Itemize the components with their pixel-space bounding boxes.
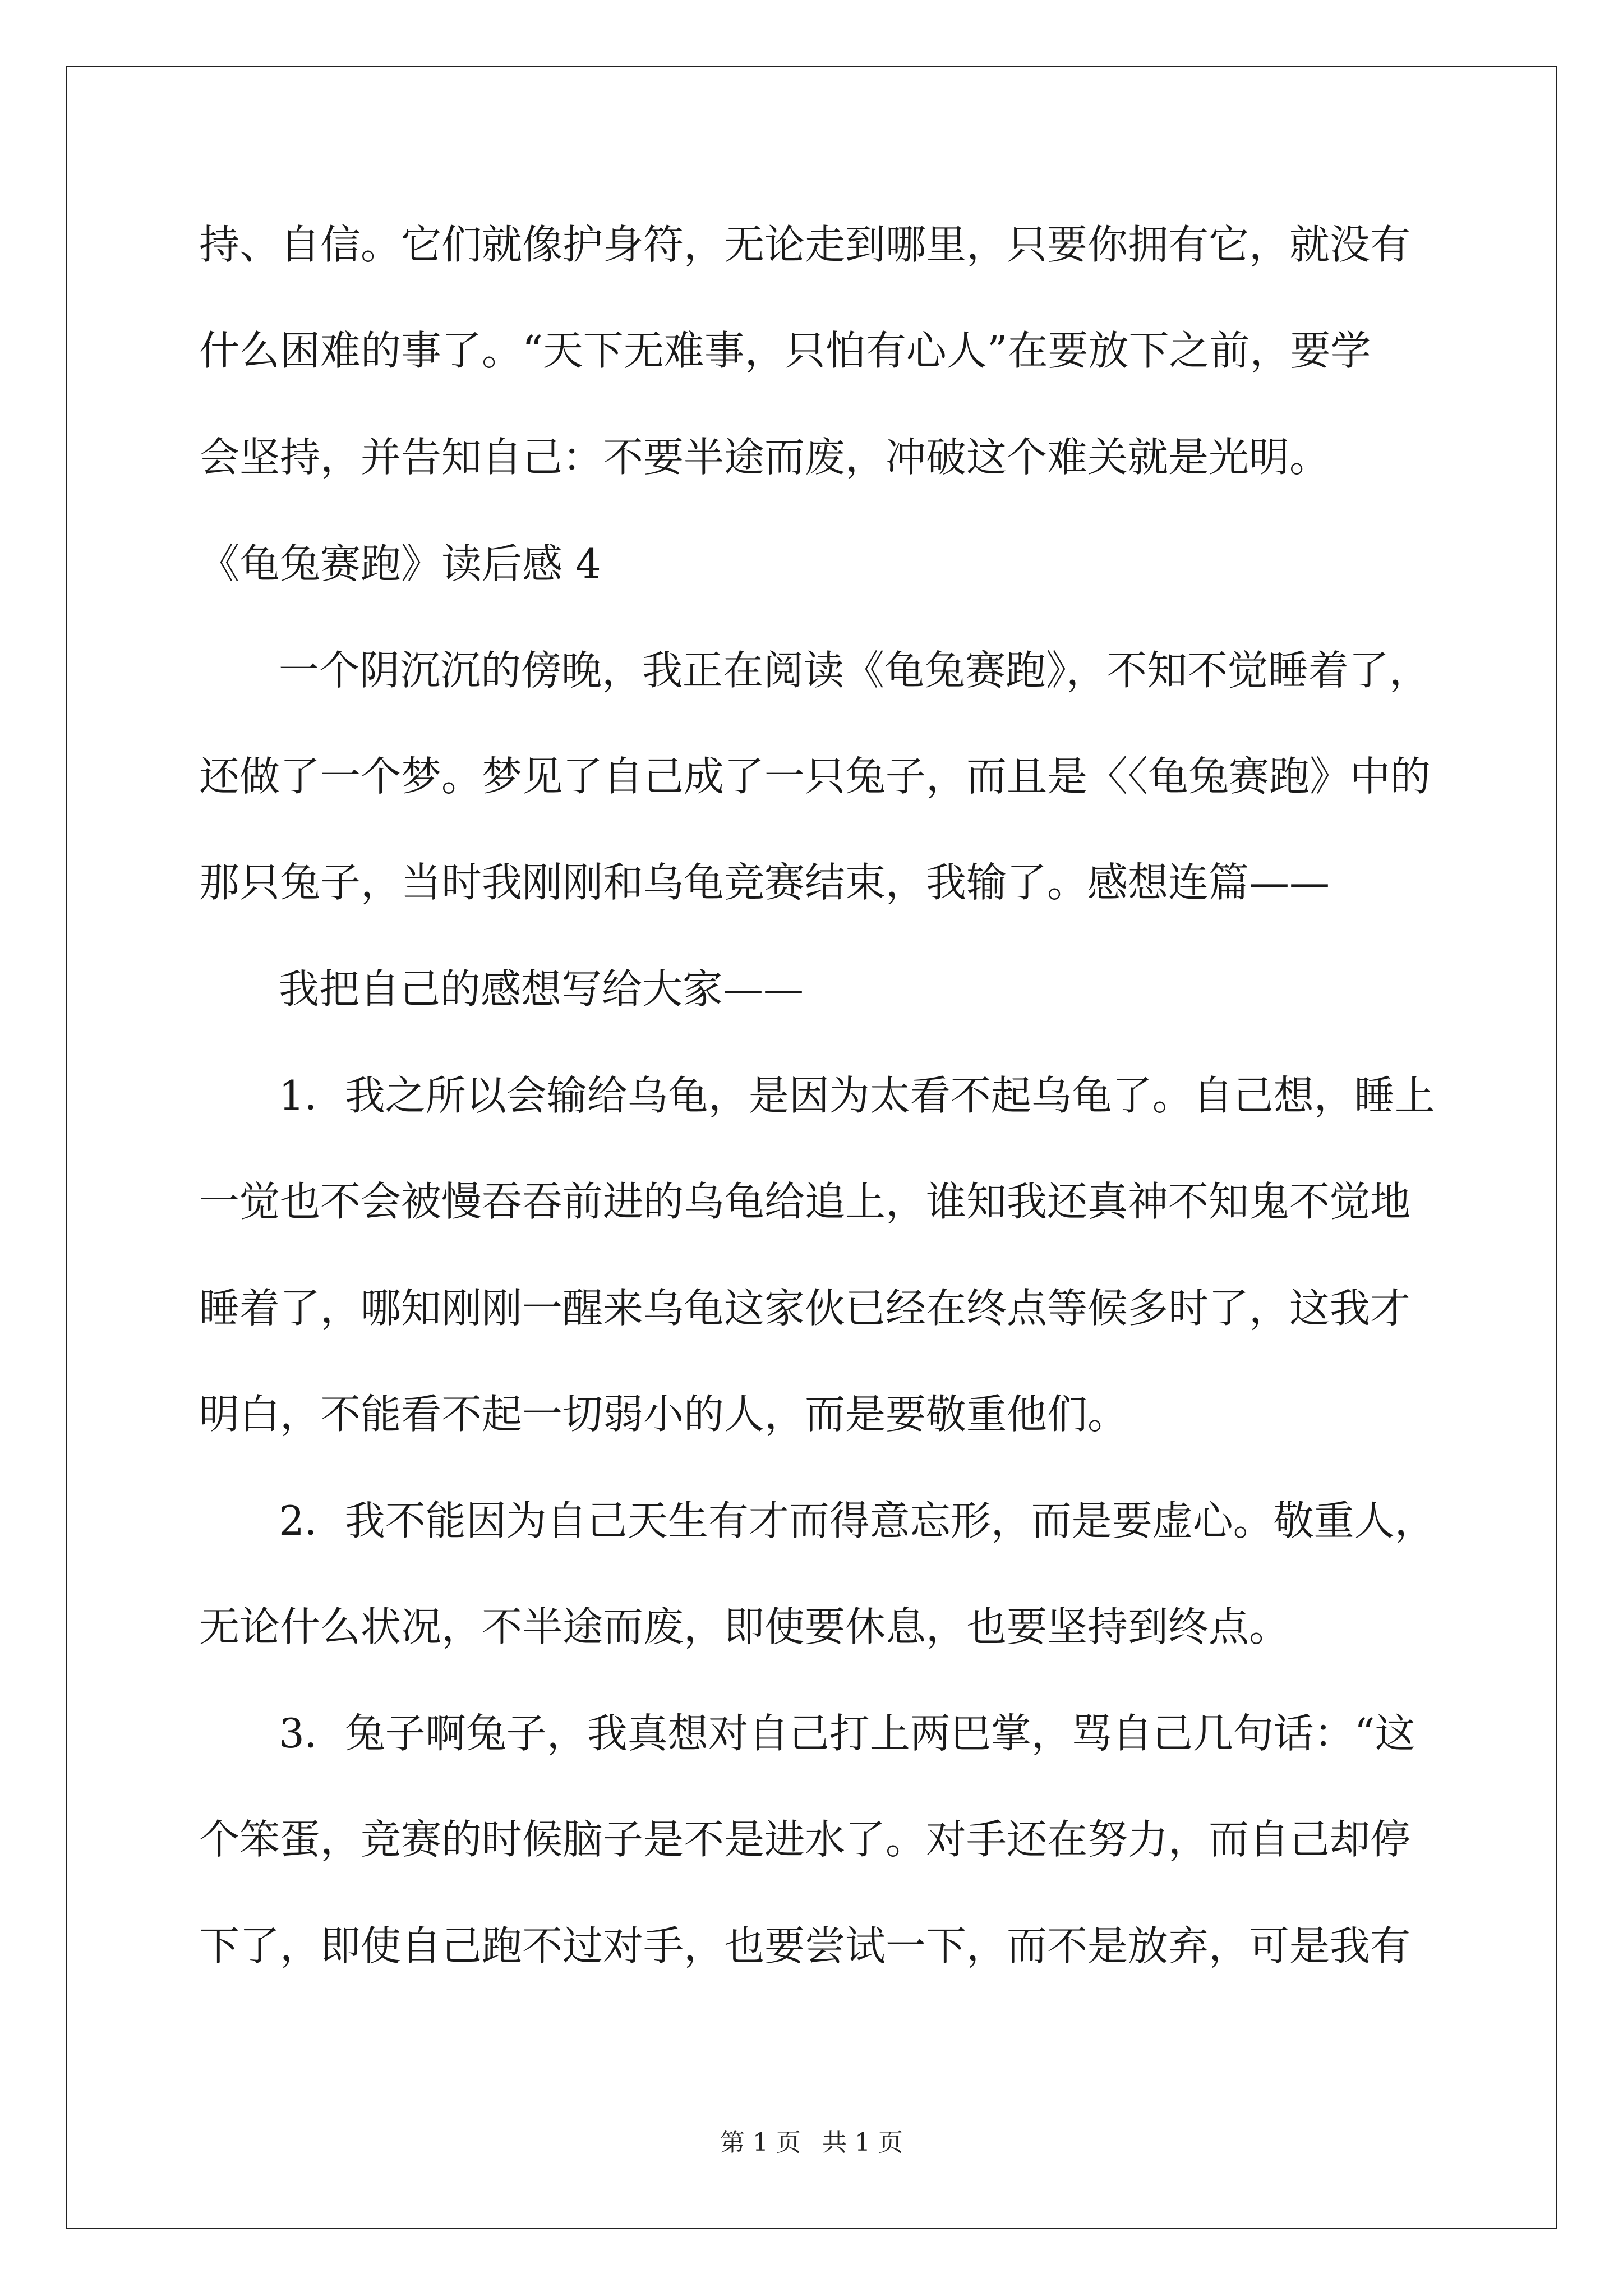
page-total: 共 1 页 [822,2128,903,2157]
page-number: 第 1 页 [720,2128,801,2157]
body-text-line: 3．兔子啊兔子，我真想对自己打上两巴掌，骂自己几句话：“这 [279,1710,1415,1757]
body-text-line: 那只兔子，当时我刚刚和乌龟竞赛结束，我输了。感想连篇—— [199,859,1330,906]
page-footer [0,2126,1623,2160]
body-text-line: 我把自己的感想写给大家—— [279,965,804,1013]
body-text-line: 还做了一个梦。梦见了自己成了一只兔子，而且是〈〈龟兔赛跑》中的 [199,753,1431,800]
body-text-line: 明白，不能看不起一切弱小的人，而是要敬重他们。 [199,1391,1128,1438]
body-text-line: 下了，即使自己跑不过对手，也要尝试一下，而不是放弃，可是我有 [199,1922,1411,1970]
body-text-line: 持、自信。它们就像护身符，无论走到哪里，只要你拥有它，就没有 [199,221,1411,268]
body-text-line: 什么困难的事了。“天下无难事，只怕有心人”在要放下之前，要学 [199,327,1371,374]
body-text-line: 2．我不能因为自己天生有才而得意忘形，而是要虚心。敬重人， [279,1497,1435,1544]
body-text-line: 会坚持，并告知自己：不要半途而废，冲破这个难关就是光明。 [199,434,1330,481]
body-text-line: 一个阴沉沉的傍晚，我正在阅读《龟兔赛跑》，不知不觉睡着了， [279,647,1430,694]
page-border [66,66,1557,2229]
body-text-line: 个笨蛋，竞赛的时候脑子是不是进水了。对手还在努力，而自己却停 [199,1816,1411,1863]
body-text-line: 睡着了，哪知刚刚一醒来乌龟这家伙已经在终点等候多时了，这我才 [199,1285,1411,1332]
body-text-line: 无论什么状况，不半途而废，即使要休息，也要坚持到终点。 [199,1603,1290,1650]
section-heading: 《龟兔赛跑》读后感 4 [199,540,601,587]
body-text-line: 一觉也不会被慢吞吞前进的乌龟给追上，谁知我还真神不知鬼不觉地 [199,1178,1411,1225]
body-text-line: 1．我之所以会输给乌龟，是因为太看不起乌龟了。自己想，睡上 [279,1072,1435,1119]
